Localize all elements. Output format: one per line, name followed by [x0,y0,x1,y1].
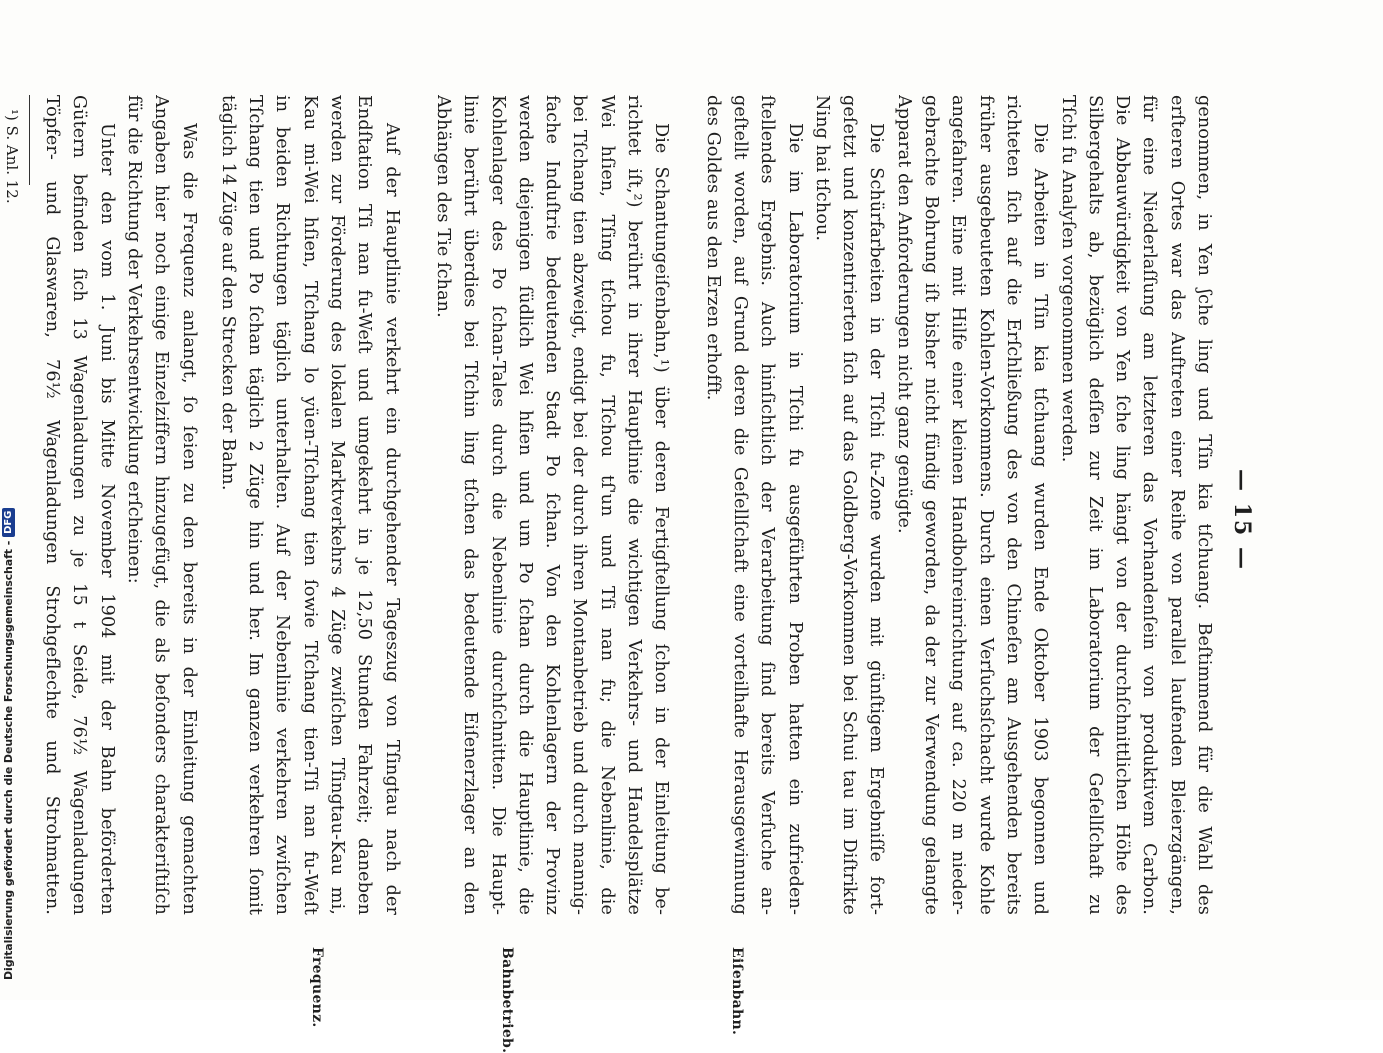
text-line: für die Richtung der Verkehrsentwicklung erſcheinen: [124,95,145,584]
dfg-logo: DFG [2,508,15,537]
text-line: richteten ſich auf die Erſchließung des von den Chineſen am Ausgehenden bereits [1002,95,1023,915]
text-line: gebrachte Bohrung iſt bisher nicht fündig geworden, da der zur Verwendung gelangte [921,95,942,915]
text-line: fache Induſtrie bedeutenden Stadt Po ſchan. Von den Kohlenlagern der Provinz [542,95,563,915]
text-line: Abhängen des Tie ſchan. [432,95,453,318]
paragraph-3 [808,95,890,915]
text-line: Tſchi fu Analyſen vorgenommen werden. [1057,95,1078,463]
text-line: Kohlenlager des Po ſchan-Tales durch die Nebenlinie durchſchnitten. Die Haupt- [487,95,508,915]
text-line: Gütern befinden ſich 13 Wagenladungen zu je 15 t Seide, 76½ Wagenladungen [69,95,90,915]
paragraph-4 [698,95,807,915]
text-line: Die Arbeiten in Tſin kia tſchuang wurden Ende Oktober 1903 begonnen und [1030,123,1051,915]
text-line: für eine Niederlaſſung am letzteren das Vorhandenſein von produktivem Carbon. [1139,95,1160,915]
paragraph-5 [429,95,675,915]
paragraph-2 [889,95,1053,915]
paragraph-8 [38,95,120,915]
text-line: geſtellt worden, auf Grund deren die Geſellſchaft eine vorteilhafte Herausgewinnung [729,95,750,915]
text-line: täglich 14 Züge auf den Strecken der Bahn. [217,95,238,491]
text-line: linie berührt überdies bei Tſchin ling tſchen das bedeutende Eiſenerzlager an den [460,95,481,915]
text-line: bei Tſchang tien abzweigt, endigt bei der durch ihren Montanbetrieb und durch mannig- [569,95,590,915]
text-line: Tſchang tien und Po ſchan täglich 2 Züge hin und her. Im ganzen verkehren ſomit [245,95,266,915]
text-line: Kau mi-Wei hſien, Tſchang lo yüen-Tſchang tien ſowie Tſchang tien-Tſi nan fu-Weſt [299,95,320,915]
text-line: Die Abbauwürdigkeit von Yen ſche ling hängt von der durchſchnittlichen Höhe des [1112,95,1133,915]
text-line: Auf der Hauptlinie verkehrt ein durchgehender Tageszug von Tſingtau nach der [381,123,402,915]
text-line: Wei hſien, Tſing tſchou fu, Tſchou tſ'un und Tſi nan fu; die Nebenlinie, die [596,95,617,915]
text-line: werden diejenigen ſüdlich Wei hſien und um Po ſchan durch die Hauptlinie, die [514,95,535,915]
margin-note-frequenz: Frequenz. [309,947,325,1028]
text-line: erſteren Ortes war das Auftreten einer Reihe von parallel laufenden Bleierzgängen, [1166,95,1187,915]
paragraph-7 [120,95,202,915]
credit-text: Digitalisierung gefördert durch die Deutsche Forschungsgemeinschaft - [2,540,15,980]
text-line: Die im Laboratorium in Tſchi fu ausgeführten Proben hatten ein zufrieden- [784,123,805,915]
text-line: früher ausgebeuteten Kohlen-Vorkommens. Durch einen Verſuchsſchacht wurde Kohle [975,95,996,915]
paragraph-1 [1053,95,1217,915]
text-line: richtet iſt,²) berührt in ihrer Hauptlinie die wichtigen Verkehrs- und Handelsplätze [624,95,645,915]
text-line: in beiden Richtungen täglich unterhalten. Auf der Nebenlinie verkehren zwiſchen [272,95,293,915]
text-line: Endſtation Tſi nan fu-Weſt und umgekehrt in je 12,50 Stunden Fahrzeit; daneben [354,95,375,915]
text-line: des Goldes aus den Erzen erhofft. [702,95,723,401]
text-line: Apparat den Anforderungen nicht ganz genügte. [893,95,914,534]
digitization-credit [2,508,15,980]
text-line: Angaben hier noch einige Einzelziffern hinzugefügt, die als beſonders charakteriſtiſch [151,95,172,915]
footnote: ¹) S. Anl. 12. [2,109,21,204]
page-number: — 15 — [1229,469,1255,571]
text-line: Silbergehalts ab, bezüglich deſſen zur Zeit im Laboratorium der Geſellſchaft zu [1084,95,1105,915]
text-column [0,95,1217,915]
text-line: Ning hai tſchou. [811,95,832,242]
margin-note-eisenbahn: Eiſenbahn. [729,947,745,1036]
text-line: Was die Frequenz anlangt, ſo ſeien zu den bereits in der Einleitung gemachten [178,123,199,915]
text-line: Die Schürfarbeiten in der Tſchi fu-Zone wurden mit günſtigem Ergebniſſe fort- [866,123,887,915]
margin-note-bahnbetrieb: Bahnbetrieb. [499,947,515,1053]
text-line: Unter den vom 1. Juni bis Mitte November 1904 mit der Bahn beförderten [96,123,117,915]
text-line: geſetzt und konzentrierten ſich auf das Goldberg-Vorkommen bei Schui tau im Diſtrikte [839,95,860,915]
text-line: Die Schantungeiſenbahn,¹) über deren Fertigſtellung ſchon in der Einleitung be- [651,123,672,915]
text-line: ſtellendes Ergebnis. Auch hinſichtlich der Verarbeitung ſind bereits Verſuche an- [757,95,778,915]
text-line: angefahren. Eine mit Hilfe einer kleinen Handbohreinrichtung auf ca. 220 m nieder- [948,95,969,915]
paragraph-6 [214,95,405,915]
footnote-rule [29,95,30,185]
text-line: genommen, in Yen ʃche ling und Tſin kia tſchuang. Beſtimmend für die Wahl des [1194,95,1214,915]
text-line: Töpfer- und Glaswaren, 76½ Wagenladungen Strohgeflechte und Strohmatten. [42,95,63,915]
text-line: werden zur Förderung des lokalen Marktverkehrs 4 Züge zwiſchen Tſingtau-Kau mi, [327,95,348,915]
